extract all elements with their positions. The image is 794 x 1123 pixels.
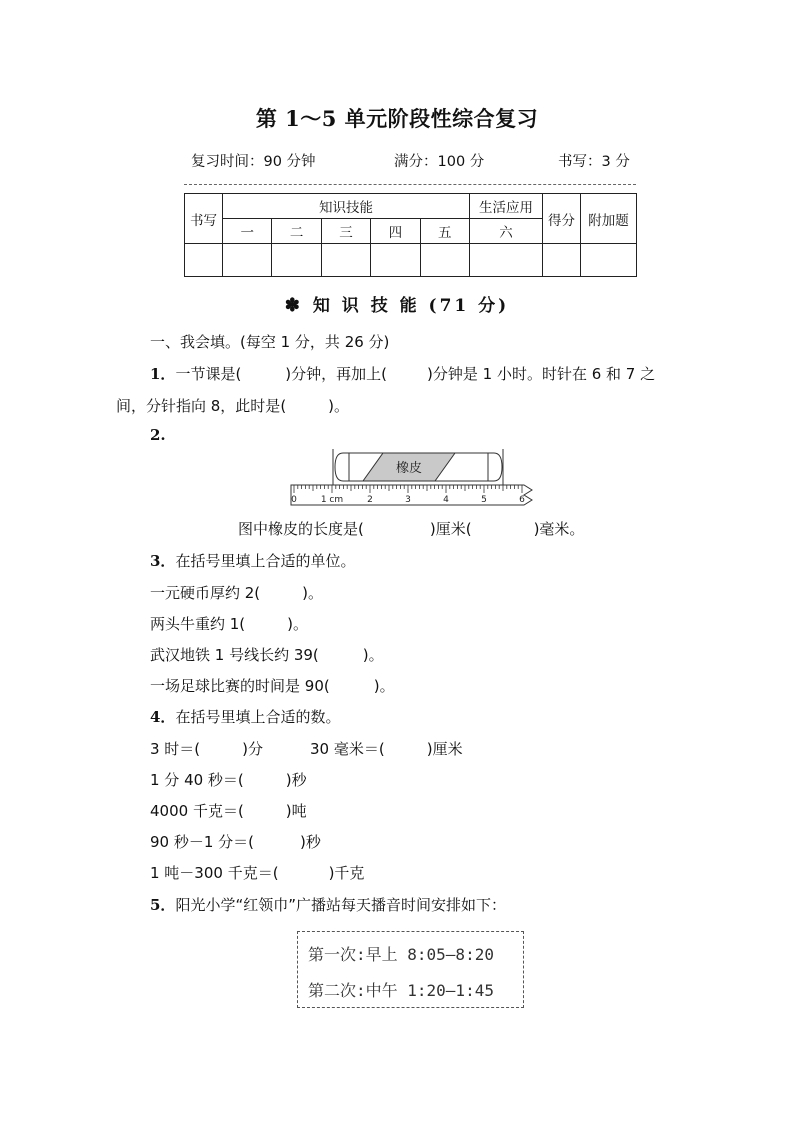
q2-text: )毫米。: [533, 520, 585, 538]
question-number: 1．: [150, 365, 176, 383]
ruler-label: 0: [291, 495, 297, 505]
q4-row: [150, 800, 307, 821]
score-cell[interactable]: [223, 244, 272, 277]
item-text: )。: [302, 584, 324, 602]
item-text: )分: [242, 740, 264, 758]
question-3: [150, 550, 355, 571]
item-text: 4000 千克＝(: [150, 802, 244, 820]
score-cell[interactable]: [420, 244, 469, 277]
header-writing: 书写: [185, 194, 223, 244]
q3-item: [150, 613, 308, 634]
item-text: 90 秒－1 分＝(: [150, 833, 255, 851]
item-text: )秒: [300, 833, 321, 851]
q2-text: 图中橡皮的长度是(: [238, 520, 364, 538]
col-3: 三: [321, 219, 370, 244]
item-text: 一元硬币厚约 2(: [150, 584, 261, 602]
item-text: )厘米: [426, 740, 463, 758]
full-score: 满分：100 分: [394, 154, 485, 170]
item-text: 3 时＝(: [150, 740, 201, 758]
col-5: 五: [420, 219, 469, 244]
q3-text: 在括号里填上合适的单位。: [175, 552, 356, 570]
ruler-label: 5: [481, 495, 487, 505]
item-text: 一场足球比赛的时间是 90(: [150, 677, 330, 695]
q1-text: )。: [328, 397, 350, 415]
item-text: )。: [373, 677, 395, 695]
q4-row: [150, 769, 307, 790]
score-cell[interactable]: [543, 244, 581, 277]
question-number: 2.: [150, 426, 166, 444]
q4-row: [150, 831, 321, 852]
ruler-figure: [285, 449, 540, 509]
question-2-number: [150, 426, 166, 444]
col-2: 二: [272, 219, 321, 244]
item-text: )千克: [328, 864, 365, 882]
q4-text: 在括号里填上合适的数。: [175, 708, 341, 726]
item-text: )。: [287, 615, 309, 633]
item-text: 1 吨－300 千克＝(: [150, 864, 279, 882]
score-cell[interactable]: [321, 244, 370, 277]
q1-text: )分钟是 1 小时。时针在 6 和 7 之: [427, 365, 656, 383]
col-4: 四: [371, 219, 420, 244]
item-text: )秒: [285, 771, 307, 789]
writing-score: 书写：3 分: [558, 154, 630, 170]
question-number: 4．: [150, 708, 176, 726]
question-5: [150, 894, 506, 915]
header-knowledge: 知识技能: [223, 194, 470, 219]
item-text: 30 毫米＝(: [310, 740, 385, 758]
score-cell[interactable]: [581, 244, 637, 277]
item-text: )吨: [285, 802, 307, 820]
q4-row: [150, 738, 263, 759]
q1-text: 一节课是(: [175, 365, 242, 383]
item-text: )。: [362, 646, 384, 664]
item-text: 1 分 40 秒＝(: [150, 771, 244, 789]
ruler-label: 4: [443, 495, 449, 505]
col-6: 六: [470, 219, 543, 244]
question-1-line2: [116, 395, 349, 416]
question-4: [150, 706, 340, 727]
q3-item: [150, 675, 395, 696]
q4-row: [310, 738, 463, 759]
divider: [184, 184, 636, 185]
header-life: 生活应用: [470, 194, 543, 219]
schedule-line-2: 第二次:中午 1:20—1:45: [308, 981, 494, 1000]
question-1: [150, 363, 655, 384]
score-cell[interactable]: [470, 244, 543, 277]
part1-heading: 一、我会填。(每空 1 分，共 26 分): [150, 333, 390, 351]
question-number: 3．: [150, 552, 176, 570]
question-number: 5．: [150, 896, 176, 914]
score-cell[interactable]: [185, 244, 223, 277]
item-text: 两头牛重约 1(: [150, 615, 246, 633]
section-heading: [0, 291, 794, 316]
score-cell[interactable]: [272, 244, 321, 277]
eraser-label: 橡皮: [395, 461, 423, 476]
q1-text: )分钟，再加上(: [285, 365, 388, 383]
q4-row: [150, 862, 364, 883]
col-1: 一: [223, 219, 272, 244]
q1-text: 间，分针指向 8，此时是(: [116, 397, 287, 415]
item-text: 武汉地铁 1 号线长约 39(: [150, 646, 319, 664]
q3-item: [150, 644, 384, 665]
score-table: [184, 193, 637, 277]
ruler-label: 3: [405, 495, 411, 505]
page-title: 第 1～5 单元阶段性综合复习: [255, 106, 539, 131]
q5-text: 阳光小学“红领巾”广播站每天播音时间安排如下：: [175, 896, 506, 914]
ruler-label: 2: [367, 495, 373, 505]
score-cell[interactable]: [371, 244, 420, 277]
ruler-label: 1 cm: [320, 495, 344, 505]
header-bonus: 附加题: [581, 194, 637, 244]
q3-item: [150, 582, 323, 603]
flower-icon: ✽: [284, 295, 303, 316]
ruler-label: 6: [519, 495, 525, 505]
question-2-sentence: [238, 518, 584, 539]
header-score: 得分: [543, 194, 581, 244]
schedule-line-1: 第一次:早上 8:05—8:20: [308, 945, 494, 964]
broadcast-schedule-box: [297, 931, 524, 1008]
review-time: 复习时间：90 分钟: [191, 154, 316, 170]
section-text: 知 识 技 能 (71 分): [312, 296, 510, 316]
q2-text: )厘米(: [429, 520, 472, 538]
